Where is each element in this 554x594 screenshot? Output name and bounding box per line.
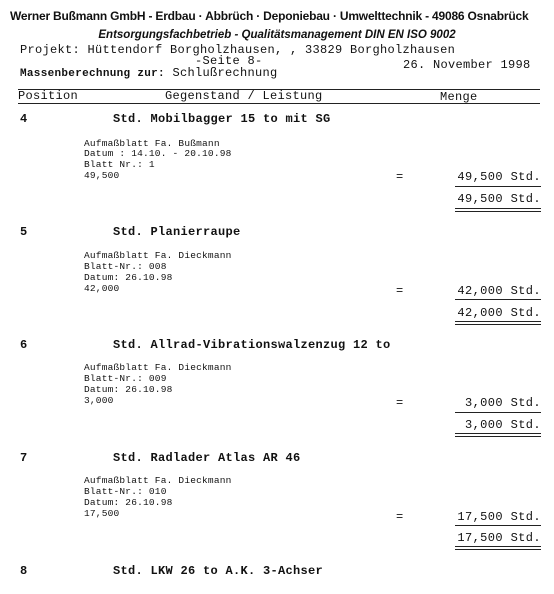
document-date: 26. November 1998: [403, 58, 531, 72]
item-detail-line: Blatt-Nr.: 008: [84, 261, 167, 272]
calculation-line: [20, 66, 277, 80]
item-title: Std. Allrad-Vibrationswalzenzug 12 to: [113, 338, 391, 352]
calculation-value: Schlußrechnung: [172, 66, 278, 80]
item-position: 5: [20, 225, 28, 239]
item-quantity-raw: 49,500: [84, 170, 120, 181]
item-detail-line: Aufmaßblatt Fa. Dieckmann: [84, 250, 232, 261]
item-quantity-raw: 42,000: [84, 283, 120, 294]
equals-sign: =: [396, 170, 404, 184]
item-position: 8: [20, 564, 28, 578]
subtotal-rule: [455, 525, 541, 526]
item-position: 4: [20, 112, 28, 126]
item-amount: 3,000 Std.: [464, 396, 541, 410]
total-double-rule: [455, 208, 541, 212]
total-double-rule: [455, 546, 541, 550]
item-detail-line: Datum: 26.10.98: [84, 272, 173, 283]
item-position: 6: [20, 338, 28, 352]
header-rule-bottom: [18, 103, 540, 104]
item-detail-line: Aufmaßblatt Fa. Dieckmann: [84, 362, 232, 373]
item-quantity-raw: 3,000: [84, 395, 114, 406]
equals-sign: =: [396, 396, 404, 410]
item-detail-line: Datum : 14.10. - 20.10.98: [84, 148, 232, 159]
equals-sign: =: [396, 284, 404, 298]
item-amount: 49,500 Std.: [457, 170, 541, 184]
total-double-rule: [455, 433, 541, 437]
column-quantity: Menge: [440, 90, 478, 104]
item-detail-line: Blatt-Nr.: 010: [84, 486, 167, 497]
equals-sign: =: [396, 510, 404, 524]
item-total: 3,000 Std.: [464, 418, 541, 432]
item-detail-line: Blatt-Nr.: 009: [84, 373, 167, 384]
item-amount: 17,500 Std.: [457, 510, 541, 524]
column-position: Position: [18, 89, 79, 103]
item-title: Std. Mobilbagger 15 to mit SG: [113, 112, 331, 126]
page-number: -Seite 8-: [195, 54, 263, 68]
item-title: Std. Radlader Atlas AR 46: [113, 451, 301, 465]
item-position: 7: [20, 451, 28, 465]
item-detail-line: Datum: 26.10.98: [84, 384, 173, 395]
calculation-label: Massenberechnung zur:: [20, 68, 165, 80]
item-total: 42,000 Std.: [457, 306, 541, 320]
item-detail-line: Blatt Nr.: 1: [84, 159, 155, 170]
item-detail-line: Datum: 26.10.98: [84, 497, 173, 508]
item-total: 49,500 Std.: [457, 192, 541, 206]
subtotal-rule: [455, 186, 541, 187]
total-double-rule: [455, 321, 541, 325]
column-item: Gegenstand / Leistung: [165, 89, 323, 103]
item-quantity-raw: 17,500: [84, 508, 120, 519]
item-detail-line: Aufmaßblatt Fa. Bußmann: [84, 138, 220, 149]
item-detail-line: Aufmaßblatt Fa. Dieckmann: [84, 475, 232, 486]
item-amount: 42,000 Std.: [457, 284, 541, 298]
company-letterhead: Werner Bußmann GmbH - Erdbau · Abbrüch · Deponiebau · Umwelttechnik - 49086 Osnabrück: [10, 9, 529, 23]
subtotal-rule: [455, 412, 541, 413]
item-title: Std. LKW 26 to A.K. 3-Achser: [113, 564, 324, 578]
item-total: 17,500 Std.: [457, 531, 541, 545]
item-title: Std. Planierraupe: [113, 225, 241, 239]
subtotal-rule: [455, 299, 541, 300]
project-line: Projekt: Hüttendorf Borgholzhausen, , 33829 Borgholzhausen: [20, 43, 456, 57]
company-subtitle: Entsorgungsfachbetrieb - Qualitätsmanagement DIN EN ISO 9002: [98, 29, 456, 41]
